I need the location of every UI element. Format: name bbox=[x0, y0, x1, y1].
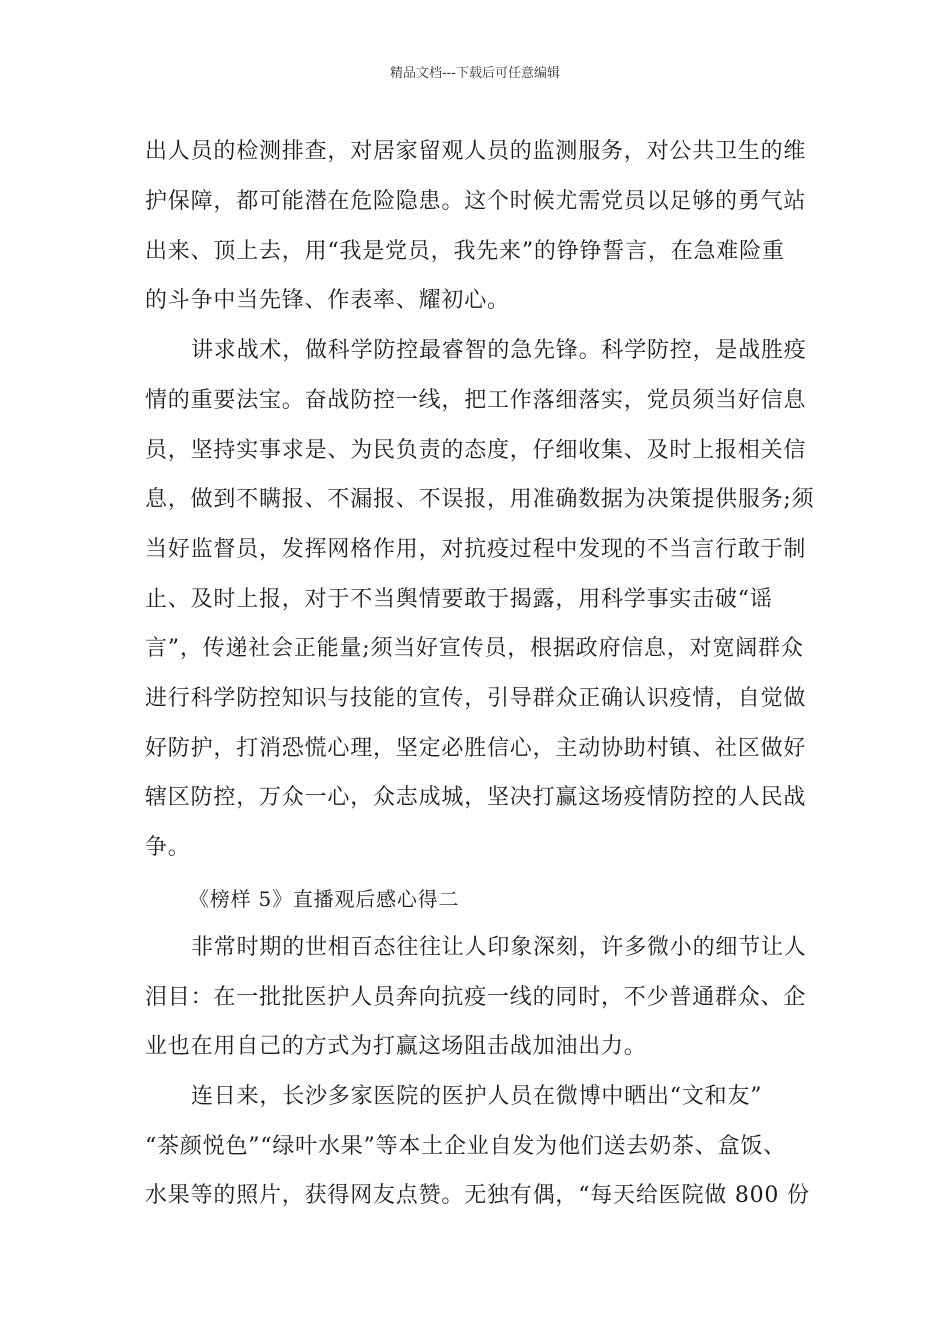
paragraph-3-line-2: 泪目：在一批批医护人员奔向抗疫一线的同时，不少普通群众、企 bbox=[145, 985, 807, 1010]
paragraph-2-line-7: 言”，传递社会正能量;须当好宣传员，根据政府信息，对宽阔群众 bbox=[145, 636, 804, 661]
paragraph-1-line-2: 护保障，都可能潜在危险隐患。这个时候尤需党员以足够的勇气站 bbox=[145, 189, 807, 214]
paragraph-1-line-1: 出人员的检测排查，对居家留观人员的监测服务，对公共卫生的维 bbox=[145, 139, 807, 164]
page-header: 精品文档---下载后可任意编辑 bbox=[389, 66, 561, 81]
paragraph-2-line-6: 止、及时上报，对于不当舆情要敢于揭露，用科学事实击破“谣 bbox=[145, 587, 773, 612]
paragraph-1-line-4: 的斗争中当先锋、作表率、耀初心。 bbox=[145, 288, 510, 313]
paragraph-2-line-10: 辖区防控，万众一心，众志成城，坚决打赢这场疫情防控的人民战 bbox=[145, 785, 807, 810]
paragraph-2-line-3: 员，坚持实事求是、为民负责的态度，仔细收集、及时上报相关信 bbox=[145, 438, 807, 463]
paragraph-1-line-3: 出来、顶上去，用“我是党员，我先来”的铮铮誓言，在急难险重 bbox=[145, 239, 785, 264]
paragraph-4-line-2: “茶颜悦色”“绿叶水果”等本土企业自发为他们送去奶茶、盒饭、 bbox=[145, 1134, 786, 1159]
paragraph-2-line-9: 好防护，打消恐慌心理，坚定必胜信心，主动协助村镇、社区做好 bbox=[145, 736, 807, 761]
paragraph-4-line-1: 连日来，长沙多家医院的医护人员在微博中晒出“文和友” bbox=[191, 1084, 763, 1109]
paragraph-3-line-1: 非常时期的世相百态往往让人印象深刻，许多微小的细节让人 bbox=[191, 935, 807, 960]
paragraph-2-line-4: 息，做到不瞒报、不漏报、不误报，用准确数据为决策提供服务;须 bbox=[145, 487, 815, 512]
paragraph-2-line-1: 讲求战术，做科学防控最睿智的急先锋。科学防控，是战胜疫 bbox=[191, 338, 807, 363]
section-heading: 《榜样 5》直播观后感心得二 bbox=[189, 887, 460, 911]
paragraph-3-line-3: 业也在用自己的方式为打赢这场阻击战加油出力。 bbox=[145, 1034, 647, 1059]
paragraph-4-line-3: 水果等的照片，获得网友点赞。无独有偶，“每天给医院做 800 份 bbox=[145, 1183, 810, 1208]
paragraph-2-line-11: 争。 bbox=[145, 835, 191, 860]
paragraph-2-line-5: 当好监督员，发挥网格作用，对抗疫过程中发现的不当言行敢于制 bbox=[145, 537, 807, 562]
paragraph-2-line-2: 情的重要法宝。奋战防控一线，把工作落细落实，党员须当好信息 bbox=[145, 388, 807, 413]
paragraph-2-line-8: 进行科学防控知识与技能的宣传，引导群众正确认识疫情，自觉做 bbox=[145, 686, 807, 711]
